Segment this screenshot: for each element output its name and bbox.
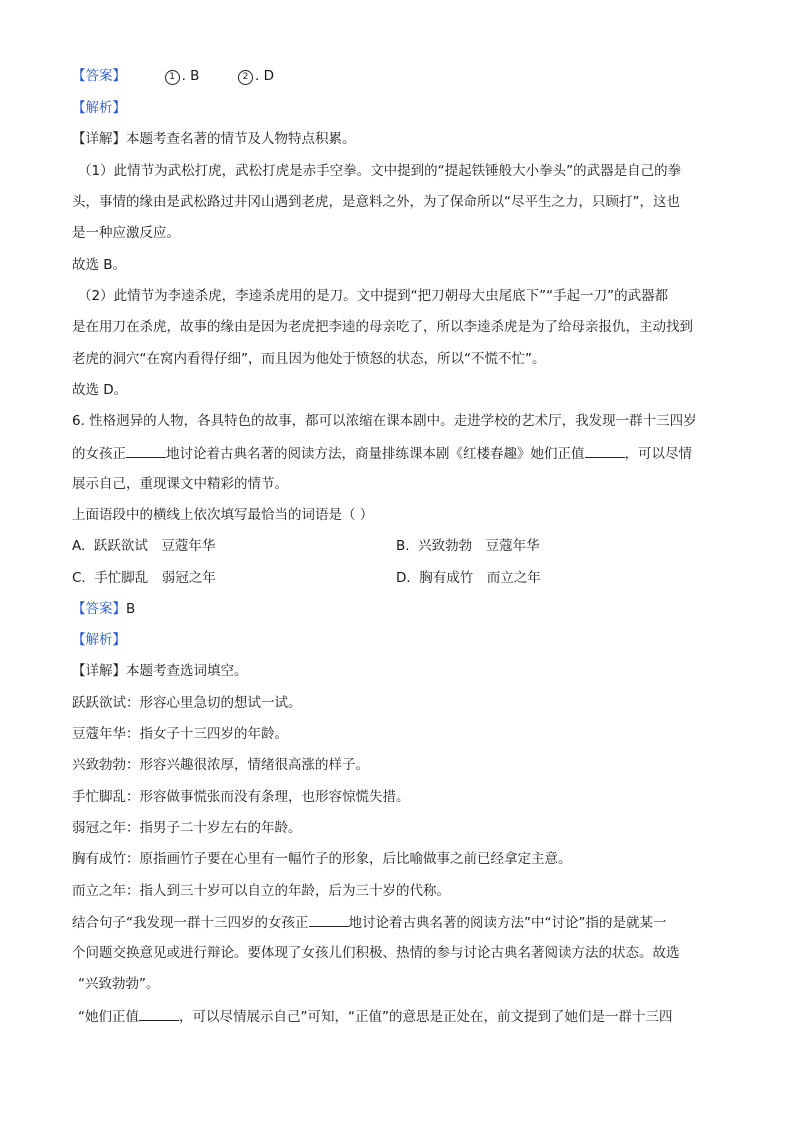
answer-line (72, 66, 274, 86)
paragraph-text: 是一种应激反应。 (72, 225, 180, 241)
stem-text: ，可以尽情 (624, 446, 692, 462)
answer-1: . B (181, 68, 200, 84)
choice-conclusion: 故选 B。 (72, 257, 127, 273)
answer-label: 【答案】 (72, 601, 126, 617)
paragraph-text: 头，事情的缘由是武松路过井冈山遇到老虎，是意料之外，为了保命所以“尽平生之力，只顾打”，这也 (72, 194, 680, 210)
circled-number-2: 2 (238, 70, 253, 85)
fill-blank (585, 443, 625, 458)
option-a (72, 536, 215, 556)
paragraph-text: 老虎的洞穴“在窝内看得仔细”，而且因为他处于愤怒的状态，所以“不慌不忙”。 (72, 351, 546, 367)
question-stem (72, 443, 692, 464)
definition-item: 而立之年：指人到三十岁可以自立的年龄，后为三十岁的代称。 (72, 883, 450, 899)
detail-label: 【详解】 (72, 131, 126, 147)
analysis-label: 【解析】 (72, 632, 126, 648)
circled-number-1: 1 (165, 70, 180, 85)
option-letter: B. (396, 538, 410, 554)
answer-line (72, 599, 135, 619)
paragraph-text: （2）此情节为李逵杀虎，李逵杀虎用的是刀。文中提到“把刀朝母大虫尾底下”“手起一刀”的武器都 (78, 288, 669, 304)
detail-text: 本题考查选词填空。 (126, 663, 248, 679)
analysis-label: 【解析】 (72, 100, 126, 116)
answer-label: 【答案】 (72, 68, 126, 84)
detail-line (72, 129, 356, 149)
explanation-text: “兴致勃勃”。 (78, 976, 160, 992)
option-b (396, 536, 540, 556)
explanation-text (78, 1006, 672, 1027)
explanation-text: 个问题交换意见或进行辩论。要体现了女孩儿们积极、热情的参与讨论古典名著阅读方法的状态。故选 (72, 945, 680, 961)
question-prompt: 上面语段中的横线上依次填写最恰当的词语是（ ） (72, 507, 374, 523)
question-stem: 6. 性格迥异的人物，各具特色的故事，都可以浓缩在课本剧中。走进学校的艺术厅，我发现一群十三四岁 (72, 413, 697, 429)
definition-item: 跃跃欲试：形容心里急切的想试一试。 (72, 695, 302, 711)
definition-item: 兴致勃勃：形容兴趣很浓厚，情绪很高涨的样子。 (72, 757, 369, 773)
detail-line (72, 661, 248, 681)
stem-text: 地讨论着古典名著的阅读方法，商量排练课本剧《红楼春趣》她们正值 (166, 446, 585, 462)
paragraph-text: （1）此情节为武松打虎，武松打虎是赤手空拳。文中提到的“提起铁锤般大小拳头”的武器是自己的拳 (78, 163, 682, 179)
option-letter: A. (72, 538, 86, 554)
option-text: 跃跃欲试 豆蔻年华 (93, 538, 216, 554)
option-d (396, 568, 541, 588)
explanation-part: ，可以尽情展示自己”可知，“正值”的意思是正处在，前文提到了她们是一群十三四 (179, 1009, 673, 1025)
option-letter: D. (396, 570, 411, 586)
definition-item: 手忙脚乱：形容做事慌张而没有条理，也形容惊慌失措。 (72, 789, 410, 805)
option-text: 兴致勃勃 豆蔻年华 (418, 538, 540, 554)
stem-text: 的女孩正 (72, 446, 126, 462)
option-text: 手忙脚乱 弱冠之年 (94, 570, 216, 586)
detail-label: 【详解】 (72, 663, 126, 679)
option-letter: C. (72, 570, 86, 586)
explanation-part: 地讨论着古典名著的阅读方法”中“讨论”指的是就某一 (348, 915, 667, 931)
explanation-part: “她们正值 (78, 1009, 139, 1025)
fill-blank (126, 443, 166, 458)
definition-item: 弱冠之年：指男子二十岁左右的年龄。 (72, 820, 302, 836)
paragraph-text: 是在用刀在杀虎，故事的缘由是因为老虎把李逵的母亲吃了，所以李逵杀虎是为了给母亲报仇，主动找到 (72, 319, 693, 335)
fill-blank (139, 1006, 179, 1021)
question-stem: 展示自己，重现课文中精彩的情节。 (72, 476, 288, 492)
option-c (72, 568, 216, 588)
fill-blank (309, 912, 349, 927)
explanation-text (72, 912, 666, 933)
definition-item: 豆蔻年华：指女子十三四岁的年龄。 (72, 726, 288, 742)
explanation-part: 结合句子“我发现一群十三四岁的女孩正 (72, 915, 309, 931)
answer-2: . D (255, 68, 275, 84)
answer-value: B (126, 601, 136, 617)
choice-conclusion: 故选 D。 (72, 382, 128, 398)
option-text: 胸有成竹 而立之年 (419, 570, 541, 586)
definition-item: 胸有成竹：原指画竹子要在心里有一幅竹子的形象，后比喻做事之前已经拿定主意。 (72, 851, 572, 867)
detail-text: 本题考查名著的情节及人物特点积累。 (126, 131, 356, 147)
